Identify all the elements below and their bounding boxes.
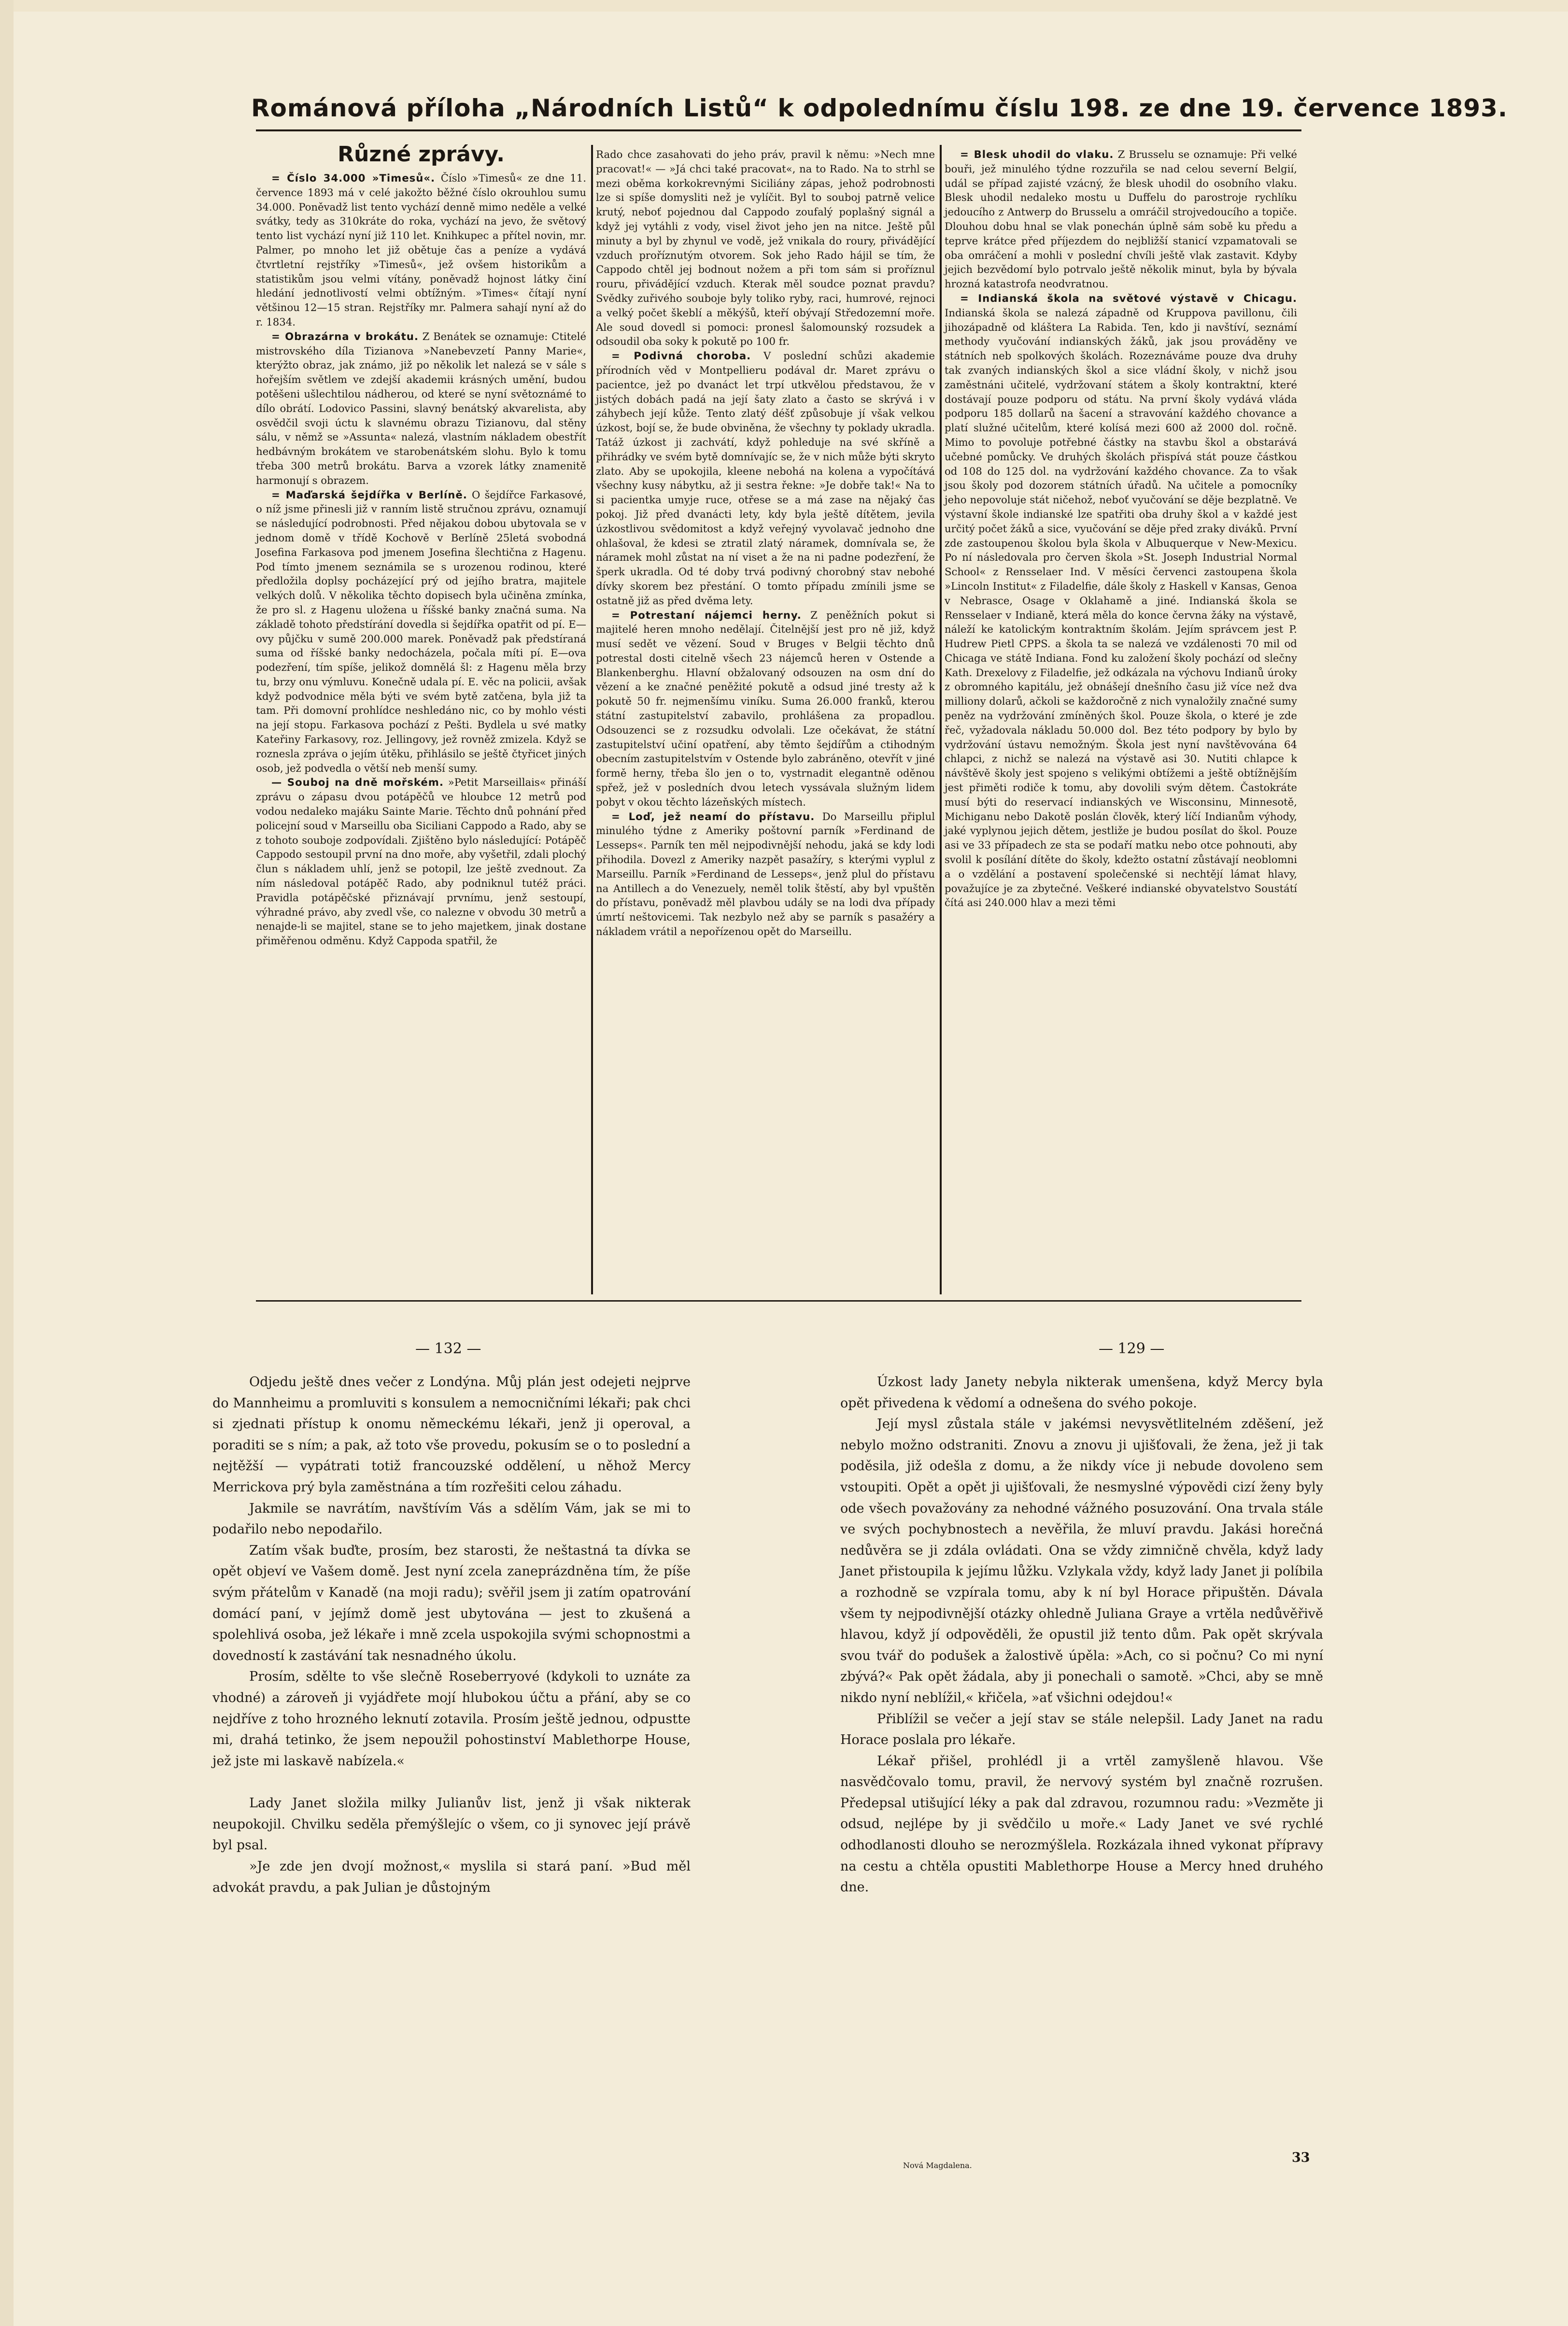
news-item bbox=[945, 147, 1297, 291]
news-item-title: = Blesk uhodil do vlaku. bbox=[960, 148, 1114, 160]
news-item-title: = Obrazárna v brokátu. bbox=[271, 330, 419, 342]
novel-paragraph: Jakmile se navrátím, navštívím Vás a sdělím Vám, jak se mi to podařilo nebo nepodařilo. bbox=[212, 1501, 691, 1537]
news-item bbox=[256, 775, 586, 948]
news-item-text: Do Marseillu připlul minulého týdne z Ameriky poštovní parník »Ferdinand de Lesseps«. Parník ten měl nejpodivnější nehodu, jaká se kdy lodi přihodila. Dovezl z Ameriky nazpět pasažíry, s kterými vyplul z Marseillu. Parník »Ferdinand de Lesseps«, jenž plul do přístavu na Antillech a do Venezuely, neměl tolik štěstí, aby byl vpuštěn do přístavu, poněvadž měl plavbou udály se na lodi dva případy úmrtí neštovicemi. Tak nezbylo než aby se parník s pasažéry a nákladem vrátil a nepořízenou opět do Marseillu. bbox=[596, 810, 935, 938]
sheet-number: 33 bbox=[1292, 2150, 1310, 2165]
novel-paragraph: Odjedu ještě dnes večer z Londýna. Můj plán jest odejeti nejprve do Mannheimu a promluviti s konsulem a nemocničními lékaři; pak chci si zjednati přístup k onomu německému lékaři, jenž ji operoval, a poraditi se s ním; a pak, až toto vše provedu, pokusím se o to poslední a nejtěžší — vypátrati totiž francouzské oddělení, u něhož Mercy Merrickova prý byla zaměstnána a tím rozřešiti celou záhadu. bbox=[212, 1375, 691, 1495]
signature-footer: Nová Magdalena. bbox=[903, 2161, 972, 2170]
news-column-2 bbox=[596, 147, 935, 939]
novel-page-right bbox=[840, 1372, 1323, 1898]
novel-paragraph: Lékař přišel, prohlédl ji a vrtěl zamyšleně hlavou. Vše nasvědčovalo tomu, pravil, že nervový systém byl značně rozrušen. Předepsal utišující léky a pak dal zdravou, rozumnou radu: »Vezměte ji odsud, nejlépe by ji svědčilo u moře.« Lady Janet ve své rychlé odhodlanosti dlouho se nerozmýšlela. Rozkázala ihned vykonat přípravy na cestu a chtěla opustiti Mablethorpe House a Mercy hned druhého dne. bbox=[840, 1753, 1323, 1895]
novel-paragraph: Přiblížil se večer a její stav se stále nelepšil. Lady Janet na radu Horace poslala pro lékaře. bbox=[840, 1711, 1323, 1748]
news-item-text: Z Brusselu se oznamuje: Při velké bouři, jež minulého týdne rozzuřila se nad celou severní Belgií, udál se případ zajisté vzácný, že blesk uhodil do osobního vlaku. Blesk uhodil nedaleko mostu u Duffelu do parostroje rychlíku jedoucího z Antwerp do Brusselu a omráčil strojvedoucího a topiče. Dlouhou dobu hnal se vlak ponechán úplně sám sobě ku předu a teprve krátce před příjezdem do nejbližší stanicí vzpamatovali se oba omráčení a mohli v poslední chvíli ještě vlak zastavit. Kdyby jejich bezvědomí bylo potrvalo ještě několik minut, byla by bývala hrozná katastrofa neodvratnou. bbox=[945, 148, 1297, 290]
paper-edge-top bbox=[0, 0, 1568, 12]
news-item bbox=[945, 291, 1297, 910]
news-item bbox=[596, 608, 935, 809]
news-item-text: Indianská škola se nalezá západně od Kruppova pavillonu, čili jihozápadně od klášterа La Rabida. Ten, kdo ji navštíví, seznámí methody vyučování indianských žáků, jak jsou prováděny ve státních neb spolkových školách. Rozeznáváme pouze dva druhy tak zvaných indianských škol a sice vládní školy, v nichž jsou zaměstnáni učitelé, vydržovaní státem a školy kontraktní, které dostávají pouze podporu od státu. Na první školy vydává vláda podporu 185 dollarů na šacení a stravování každého chovance a platí služné učitelům, které kolísá mezi 600 až 2000 dol. ročně. Mimo to povoluje potřebné částky na stavbu škol a obstarává učebné pomůcky. Ve druhých školách přispívá stát pouze částkou od 108 do 125 dol. na vydržování každého chovance. Za to však jsou školy pod dozorem státních úřadů. Na učitele a pomocníky jeho nepovoluje stát ničehož, neboť vyučování se děje bezplatně. Ve výstavní škole indianské lze spatřiti oba druhy škol a v každé jest určitý počet žáků a sice, vyučování se děje před zraky diváků. První zde zastoupenou školou byla škola v Albuquerque v New-Mexicu. Po ní následovala pro červen škola »St. Joseph Industrial Normal School« z Rensselaer Ind. V měsíci červenci zastoupena škola »Lincoln Institut« z Filadelfie, dále školy z Haskell v Kansas, Genoa v Nebrasce, Osage v Oklahamě a jiné. Indianská škola se Rensselaer v Indianě, která měla do konce června žáky na výstavě, náleží ke katolickým kontraktním školám. Jejím správcem jest P. Hudrew Pietl CPPS. a škola ta se nalezá ve vzdálenosti 70 mil od Chicaga ve státě Indiana. Fond ku založení školy pochází od slečny Kath. Drexelovy z Filadelfie, jež odkázala na výchovu Indianů úroky z obromného kapitálu, jež obnášejí dnešního času již více než dva milliony dolarů, ačkoli se každoročně z nich vynaložily značné sumy peněz na vydržování zmíněných škol. Pouze škola, o které je zde řeč, vyžadovala nákladu 50.000 dol. Bez této podpory by bylo by vydržování ústavu nemožným. Škola jest nyní navštěvována 64 chlapci, z nichž se nalezá na výstavě asi 30. Nutiti chlapce k návštěvě školy jest spojeno s velikými obtížemi a ještě obtížnějším jest přiměti rodiče k tomu, aby dovolili svým dětem. Častokráte musí býti do reservací indianských ve Wisconsinu, Minnesotě, Michiganu nebo Dakotě poslán člověk, který líčí Indianům výhody, jaké vyplynou jejich dětem, jestliže je budou posílat do škol. Pouze asi ve 33 případech ze sta se podaří matku nebo otce pohnouti, aby svolil k posílání dítěte do školy, kdežto ostatní zůstávají neoblomni a o vzdělání a postavení společenské si nechtějí lámat hlavy, považujíce je za zbytečné. Veškeré indianské obyvatelstvo Soustátí čítá asi 240.000 hlav a mezi těmi bbox=[945, 306, 1297, 909]
news-item bbox=[256, 329, 586, 488]
news-item bbox=[596, 349, 935, 608]
news-item-title: = Indianská škola na světové výstavě v Chicagu. bbox=[960, 292, 1297, 304]
column-divider bbox=[940, 145, 942, 1294]
novel-paragraph: Úzkost lady Janety nebyla nikterak umenšena, když Mercy byla opět přivedena k vědomí a odnešena do svého pokoje. bbox=[840, 1375, 1323, 1411]
column-divider bbox=[591, 145, 593, 1294]
section-bottom-rule bbox=[256, 1300, 1301, 1302]
news-item bbox=[596, 147, 935, 349]
novel-paragraph: »Je zde jen dvojí možnost,« myslila si stará paní. »Bud měl advokát pravdu, a pak Julian je důstojným bbox=[212, 1859, 691, 1895]
news-item-text: »Petit Marseillais« přináší zprávu o zápasu dvou potápěčů ve hloubce 12 metrů pod vodou nedaleko majáku Sainte Marie. Těchto dnů pohnání před policejní soud v Marseillu oba Siciliani Cappodo a Rado, aby se z tohoto souboje zodpovídali. Zjištěno bylo následující: Potápěč Cappodo sestoupil první na dno moře, aby vyšetřil, zdali plochý člun s nákladem uhlí, jenž se potopil, lze ještě zvednout. Za ním následoval potápěč Rado, aby podniknul tutéž práci. Pravidla potápěčské přiznávají prvnímu, jenž sestoupí, výhradné právo, aby zvedl vše, co nalezne v obvodu 30 metrů a nenajde-li se majitel, stane se to jeho majetkem, jinak dostane přiměřenou odměnu. Když Cappoda spatřil, že bbox=[256, 776, 586, 947]
news-item-title: = Potrestaní nájemci herny. bbox=[611, 609, 802, 621]
novel-paragraph: Prosím, sdělte to vše slečně Roseberryové (kdykoli to uznáte za vhodné) a zároveň ji vyjádřete mojí hlubokou účtu a přání, aby se co nejdříve z toho hrozného leknutí zotavila. Prosím ještě jednou, odpustte mi, drahá tetinko, že jsem nepoužil pohostinství Mablethorpe House, jež jste mi laskavě nabízela.« bbox=[212, 1669, 691, 1769]
masthead: Románová příloha „Národních Listů“ k odpolednímu číslu 198. ze dne 19. července 1893. bbox=[251, 94, 1508, 122]
paper-edge-left bbox=[0, 0, 14, 2326]
news-item-title: — Souboj na dně mořském. bbox=[271, 776, 444, 789]
news-item-text: Z peněžních pokut si majitelé heren mnoho nedělají. Čitelnější jest pro ně již, když musí sedět ve vězení. Soud v Bruges v Belgii těchto dnů potrestal dosti citelně všech 23 nájemců heren v Ostende a Blankenberghu. Hlavní obžalovaný odsouzen na osm dní do vězení a ke značné peněžité pokutě a odsud jiné tresty až k pokutě 50 fr. nejmenšímu viníku. Suma 26.000 franků, kterou státní zastupitelství zabavilo, prohlášena za propadlou. Odsouzenci se z rozsudku odvolali. Lze očekávat, že státní zastupitelství učiní opatření, aby těmto šejdířům a ctihodným obecním zastupitelstvím v Ostende bylo zabráněno, otevřít v jiné formě herny, třeba šlo jen o to, vystrnadit elegantně oděnou spřež, jež v posledních dvou letech vyssávala služným lidem pobyt v okou těchto lázeňských místech. bbox=[596, 609, 935, 808]
page-number-left: — 132 — bbox=[415, 1340, 481, 1357]
news-item-title: = Loď, jež neamí do přístavu. bbox=[611, 810, 815, 823]
news-item-text: V poslední schůzi akademie přírodních věd v Montpellieru podával dr. Maret zprávu o pacientce, jež po dvanáct let trpí utkvělou představou, že v jistých dobách padá na její šaty zlato a často se skrývá i v záhybech její kůže. Tento zlatý déšť způsobuje jí však velkou úzkost, bojí se, že bude obviněna, že všechny ty poklady ukradla. Tatáž úzkost ji zachvátí, když pohleduje na své skříně a přihrádky ve svém bytě domnívajíc se, že v nich může býti skryto zlato. Aby se upokojila, kleene nebohá na kolena a vypočítává všechny kusy nábytku, až ji sestra řekne: »Je dobře tak!« Na to si pacientka umyje ruce, otřese se a má zase na nějaký čas pokoj. Již před dvanácti lety, kdy byla ještě dítětem, jevila úzkostlivou svědomitost a když veřejný vyvolavač jednoho dne ohlašoval, že kdesi se ztratil zlatý náramek, domnívala se, že náramek mohl zůstat na ní viset a že na ni padne podezření, že šperk ukradla. Od té doby trvá podivný chorobný stav nebohé dívky skorem bez přestání. O tomto případu zmínili jsme se ostatně již as před dvěma lety. bbox=[596, 350, 935, 607]
page-number-right: — 129 — bbox=[1099, 1340, 1165, 1357]
masthead-rule bbox=[256, 129, 1301, 131]
novel-paragraph: Zatím však buďte, prosím, bez starosti, že neštastná ta dívka se opět objeví ve Vašem domě. Jest nyní zcela zaneprázdněna tím, že píše svým přátelům v Kanadě (na moji radu); svěřil jsem ji zatím opatrování domácí paní, v jejímž domě jest ubytována — jest to zkušená a spolehlivá osoba, jež lékaře i mně zcela uspokojila svými schopnostmi a dovedností k zastávání tak nesnadného úkolu. bbox=[212, 1543, 691, 1663]
news-column-1 bbox=[256, 140, 586, 948]
novel-paragraph: Její mysl zůstala stále v jakémsi nevysvětlitelném zděšení, jež nebylo možno odstraniti. Znovu a znovu ji ujišťovali, že žena, jež ji tak poděsila, již odešla z domu, a že nikdy více ji nebude dovoleno sem vstoupiti. Opět a opět ji ujišťovali, že nesmyslné výpovědi cizí ženy byly ode všech považovány za nehodné vážného posuzování. Ona trvala stále ve svých pochybnostech a nevěřila, že mluví pravdu. Jakási horečná nedůvěra se ji zdála ovládati. Ona se vždy zimničně chvěla, když lady Janet přistoupila k jejímu lůžku. Vzlykala vždy, když lady Janet ji políbila a rozhodně se vzpírala tomu, aby k ní byl Horace připuštěn. Dávala všem ty nejpodivnější otázky ohledně Juliana Graye a vrtěla nedůvěřivě hlavou, když jí odpověděli, že opustil již tento dům. Pak opět skrývala svou tvář do podušek a žalostivě úpěla: »Ach, co si počnu? Co mi nyní zbývá?« Pak opět žádala, aby ji ponechali o samotě. »Chci, aby se mně nikdo nyní neblížil,« křičela, »ať všichni odejdou!« bbox=[840, 1417, 1323, 1705]
novel-page-left bbox=[212, 1372, 691, 1898]
news-item bbox=[596, 809, 935, 939]
news-heading: Různé zprávy. bbox=[338, 142, 505, 167]
news-item-text: Číslo »Timesů« ze dne 11. července 1893 má v celé jakožto běžné číslo okrouhlou sumu 34.000. Poněvadž list tento vychází denně mimo neděle a velké svátky, tedy as 310kráte do roka, vychází na jevo, že světový tento list vychází nyní již 110 let. Knihkupec a přítel novin, mr. Palmer, po mnoho let již obětuje čas a peníze a vydává čtvrtletní rejstříky »Timesů«, jež ovšem historikům a statistikům jsou velmi vítány, poněvadž hojnost látky činí hledání jednotlivostí velmi obtížným. »Times« čítají nyní většinou 12—15 stran. Rejstříky mr. Palmera sahají nyní až do r. 1834. bbox=[256, 172, 586, 328]
news-item-text: Rado chce zasahovati do jeho práv, pravil k němu: »Nech mne pracovat!« — »Já chci také pracovat«, na to Rado. Na to strhl se mezi oběma korkokrevnými Siciliány zápas, jehož podrobnosti lze si spíše domysliti než je vylíčit. Byl to souboj patrně velice krutý, neboť pojednou dal Cappodo zoufalý poplašný signál a když jej vytáhli z vody, visel život jeho jen na nitce. Ještě půl minuty a byl by zhynul ve vodě, jež vnikala do roury, přivádějící vzduch proříznutým otvorem. Sok jeho Rado hájil se tím, že Cappodo chtěl jej bodnout nožem a při tom sám si proříznul rouru, přivádějící vzduch. Kterak měl soudce poznat pravdu? Svědky zuřivého souboje byly toliko ryby, raci, humrové, rejnoci a velký počet škeblí a měkýšů, kteří obývají Středozemní moře. Ale soud dovedl si pomoci: pronesl šalomounský rozsudek a odsoudil oba soky k pokutě po 100 fr. bbox=[596, 148, 935, 348]
news-column-3 bbox=[945, 147, 1297, 910]
news-item-title: = Podivná choroba. bbox=[611, 350, 751, 362]
novel-paragraph: Lady Janet složila milky Julianův list, jenž ji však nikterak neupokojil. Chvilku seděla přemýšlejíc o všem, co ji synovec její právě byl psal. bbox=[212, 1796, 691, 1853]
paragraph-gap bbox=[212, 1772, 691, 1793]
news-item-title: = Číslo 34.000 »Timesů«. bbox=[271, 172, 436, 184]
news-item-title: = Maďarská šejdířka v Berlíně. bbox=[271, 488, 467, 501]
news-item bbox=[256, 488, 586, 776]
news-item bbox=[256, 171, 586, 329]
news-item-text: O šejdířce Farkasové, o níž jsme přinesli již v ranním listě stručnou zprávu, oznamují se následující podrobnosti. Před nějakou dobou ubytovala se v jednom domě v třídě Kochově v Berlíně 25letá svobodná Josefina Farkasova pod jmenem Josefina šlechtična z Hagenu. Pod tímto jmenem seznámila se s urozenou rodinou, které předložila doplsy pocházející prý od jejího bratra, majitele velkých dolů. V několika těchto dopisech byla učiněna zmínka, že pro sl. z Hagenu uložena u říšské banky značná suma. Na základě tohoto předstírání dovedla si šejdířka opatřit od pí. E—ovy půjčku v sumě 200.000 marek. Poněvadž pak předstíraná suma od říšské banky nedocházela, počala míti pí. E—ova podezření, tím spíše, jelikož domnělá šl: z Hagenu měla brzy tu, brzy onu výmluvu. Konečně udala pí. E. věc na policii, avšak když podvodnice měla býti ve svém bytě zatčena, byla již ta tam. Při domovní prohlídce neshledáno nic, co by mohlo vésti na její stopu. Farkasova pochází z Pešti. Bydlela u své matky Kateřiny Farkasovy, roz. Jellingovy, jež rovněž zmizela. Když se roznesla zpráva o jejím útěku, přihlásilo se ještě čtyřicet jiných osob, jež podvedla o větší neb menší sumy. bbox=[256, 488, 587, 774]
news-item-text: Z Benátek se oznamuje: Ctitelé mistrovského díla Tizianova »Nanebevzetí Panny Marie«, kterýžto obraz, jak známo, již po několik let nalezá se v sále s hořejším světlem ve zdejší akademii krásných umění, budou potěšeni ušlechtilou nádherou, od které se nyní světoznámé to dílo obrátí. Lodovico Passini, slavný benátský akvarelista, aby osvědčil svoji úctu k slavnému obrazu Tizianovu, dal stěny sálu, v němž se »Assunta« nalezá, vlastním nákladem obestřít hedbávným brokátem ve starobenátském slohu. Bylo k tomu třeba 300 metrů brokátu. Barva a vzorek látky znamenitě harmonují s obrazem. bbox=[256, 330, 586, 486]
